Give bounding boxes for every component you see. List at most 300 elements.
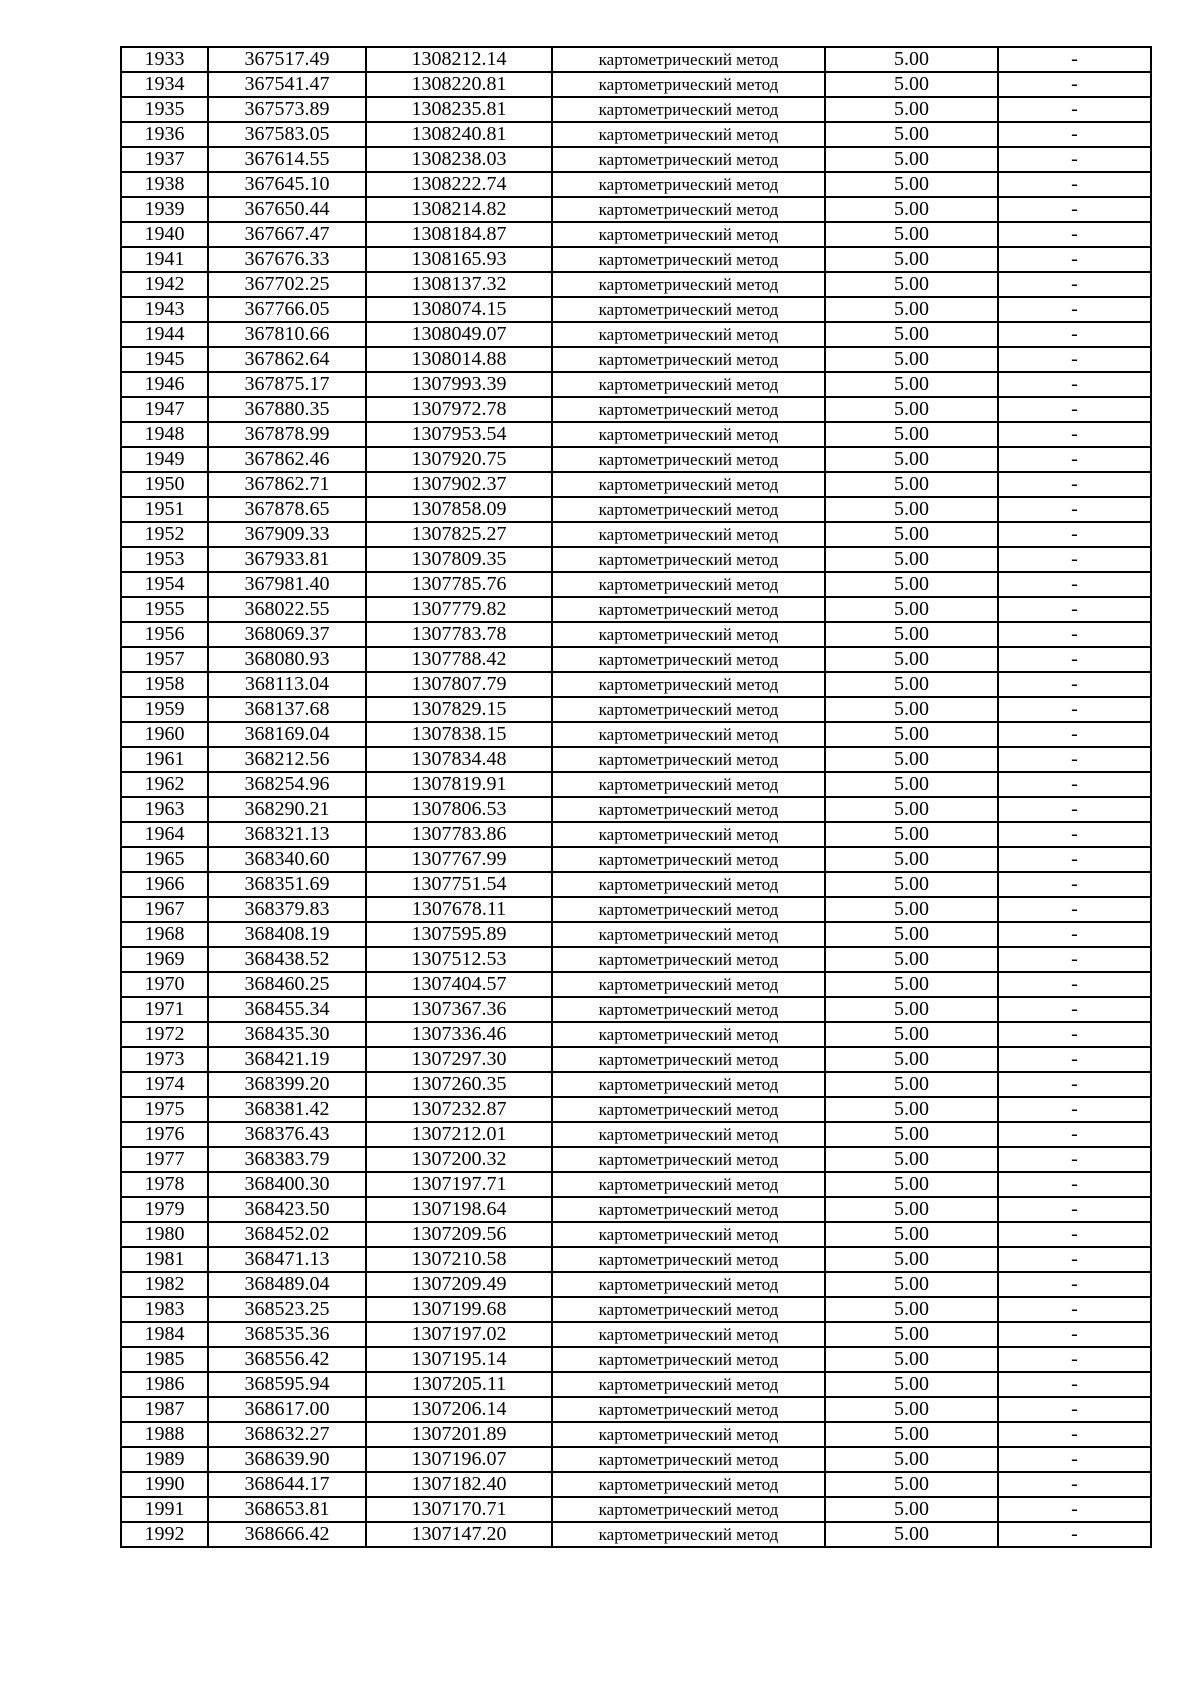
point-number-cell: 1949 bbox=[121, 447, 208, 472]
note-cell: - bbox=[998, 247, 1151, 272]
accuracy-cell: 5.00 bbox=[825, 622, 998, 647]
table-row bbox=[121, 1047, 1151, 1072]
x-coordinate-cell: 368653.81 bbox=[208, 1497, 366, 1522]
accuracy-cell: 5.00 bbox=[825, 1472, 998, 1497]
y-coordinate-cell: 1308212.14 bbox=[366, 47, 552, 72]
point-number-cell: 1978 bbox=[121, 1172, 208, 1197]
y-coordinate-cell: 1307788.42 bbox=[366, 647, 552, 672]
accuracy-cell: 5.00 bbox=[825, 247, 998, 272]
method-cell: картометрический метод bbox=[552, 372, 825, 397]
table-row bbox=[121, 447, 1151, 472]
accuracy-cell: 5.00 bbox=[825, 422, 998, 447]
note-cell: - bbox=[998, 1072, 1151, 1097]
table-row bbox=[121, 722, 1151, 747]
note-cell: - bbox=[998, 472, 1151, 497]
x-coordinate-cell: 368113.04 bbox=[208, 672, 366, 697]
y-coordinate-cell: 1307209.49 bbox=[366, 1272, 552, 1297]
note-cell: - bbox=[998, 1322, 1151, 1347]
note-cell: - bbox=[998, 422, 1151, 447]
table-row bbox=[121, 772, 1151, 797]
method-cell: картометрический метод bbox=[552, 272, 825, 297]
method-cell: картометрический метод bbox=[552, 797, 825, 822]
y-coordinate-cell: 1308235.81 bbox=[366, 97, 552, 122]
y-coordinate-cell: 1307297.30 bbox=[366, 1047, 552, 1072]
table-row bbox=[121, 1197, 1151, 1222]
point-number-cell: 1979 bbox=[121, 1197, 208, 1222]
y-coordinate-cell: 1307785.76 bbox=[366, 572, 552, 597]
method-cell: картометрический метод bbox=[552, 847, 825, 872]
method-cell: картометрический метод bbox=[552, 1472, 825, 1497]
note-cell: - bbox=[998, 572, 1151, 597]
note-cell: - bbox=[998, 997, 1151, 1022]
method-cell: картометрический метод bbox=[552, 1372, 825, 1397]
accuracy-cell: 5.00 bbox=[825, 72, 998, 97]
table-row bbox=[121, 572, 1151, 597]
accuracy-cell: 5.00 bbox=[825, 872, 998, 897]
x-coordinate-cell: 367878.99 bbox=[208, 422, 366, 447]
accuracy-cell: 5.00 bbox=[825, 372, 998, 397]
point-number-cell: 1941 bbox=[121, 247, 208, 272]
point-number-cell: 1991 bbox=[121, 1497, 208, 1522]
x-coordinate-cell: 368400.30 bbox=[208, 1172, 366, 1197]
method-cell: картометрический метод bbox=[552, 947, 825, 972]
point-number-cell: 1974 bbox=[121, 1072, 208, 1097]
note-cell: - bbox=[998, 897, 1151, 922]
method-cell: картометрический метод bbox=[552, 922, 825, 947]
y-coordinate-cell: 1307838.15 bbox=[366, 722, 552, 747]
point-number-cell: 1938 bbox=[121, 172, 208, 197]
point-number-cell: 1954 bbox=[121, 572, 208, 597]
note-cell: - bbox=[998, 1447, 1151, 1472]
table-row bbox=[121, 1447, 1151, 1472]
x-coordinate-cell: 368666.42 bbox=[208, 1522, 366, 1547]
note-cell: - bbox=[998, 47, 1151, 72]
x-coordinate-cell: 368471.13 bbox=[208, 1247, 366, 1272]
x-coordinate-cell: 368212.56 bbox=[208, 747, 366, 772]
table-row bbox=[121, 672, 1151, 697]
method-cell: картометрический метод bbox=[552, 647, 825, 672]
table-row bbox=[121, 547, 1151, 572]
table-row bbox=[121, 972, 1151, 997]
table-row bbox=[121, 1472, 1151, 1497]
note-cell: - bbox=[998, 1222, 1151, 1247]
table-row bbox=[121, 122, 1151, 147]
method-cell: картометрический метод bbox=[552, 1147, 825, 1172]
y-coordinate-cell: 1307953.54 bbox=[366, 422, 552, 447]
point-number-cell: 1942 bbox=[121, 272, 208, 297]
accuracy-cell: 5.00 bbox=[825, 822, 998, 847]
y-coordinate-cell: 1307819.91 bbox=[366, 772, 552, 797]
table-row bbox=[121, 622, 1151, 647]
note-cell: - bbox=[998, 922, 1151, 947]
point-number-cell: 1983 bbox=[121, 1297, 208, 1322]
x-coordinate-cell: 367645.10 bbox=[208, 172, 366, 197]
accuracy-cell: 5.00 bbox=[825, 747, 998, 772]
method-cell: картометрический метод bbox=[552, 622, 825, 647]
y-coordinate-cell: 1308049.07 bbox=[366, 322, 552, 347]
table-row bbox=[121, 422, 1151, 447]
note-cell: - bbox=[998, 197, 1151, 222]
point-number-cell: 1985 bbox=[121, 1347, 208, 1372]
point-number-cell: 1980 bbox=[121, 1222, 208, 1247]
note-cell: - bbox=[998, 522, 1151, 547]
note-cell: - bbox=[998, 322, 1151, 347]
table-row bbox=[121, 947, 1151, 972]
point-number-cell: 1959 bbox=[121, 697, 208, 722]
table-row bbox=[121, 397, 1151, 422]
accuracy-cell: 5.00 bbox=[825, 1497, 998, 1522]
point-number-cell: 1961 bbox=[121, 747, 208, 772]
method-cell: картометрический метод bbox=[552, 1197, 825, 1222]
note-cell: - bbox=[998, 1522, 1151, 1547]
accuracy-cell: 5.00 bbox=[825, 1522, 998, 1547]
accuracy-cell: 5.00 bbox=[825, 297, 998, 322]
method-cell: картометрический метод bbox=[552, 1122, 825, 1147]
accuracy-cell: 5.00 bbox=[825, 272, 998, 297]
x-coordinate-cell: 367862.64 bbox=[208, 347, 366, 372]
table-row bbox=[121, 822, 1151, 847]
point-number-cell: 1975 bbox=[121, 1097, 208, 1122]
point-number-cell: 1988 bbox=[121, 1422, 208, 1447]
table-row bbox=[121, 1247, 1151, 1272]
point-number-cell: 1940 bbox=[121, 222, 208, 247]
method-cell: картометрический метод bbox=[552, 747, 825, 772]
method-cell: картометрический метод bbox=[552, 522, 825, 547]
y-coordinate-cell: 1307182.40 bbox=[366, 1472, 552, 1497]
method-cell: картометрический метод bbox=[552, 547, 825, 572]
note-cell: - bbox=[998, 822, 1151, 847]
point-number-cell: 1977 bbox=[121, 1147, 208, 1172]
accuracy-cell: 5.00 bbox=[825, 172, 998, 197]
method-cell: картометрический метод bbox=[552, 247, 825, 272]
method-cell: картометрический метод bbox=[552, 497, 825, 522]
point-number-cell: 1966 bbox=[121, 872, 208, 897]
point-number-cell: 1990 bbox=[121, 1472, 208, 1497]
point-number-cell: 1976 bbox=[121, 1122, 208, 1147]
method-cell: картометрический метод bbox=[552, 147, 825, 172]
note-cell: - bbox=[998, 747, 1151, 772]
x-coordinate-cell: 368340.60 bbox=[208, 847, 366, 872]
x-coordinate-cell: 367614.55 bbox=[208, 147, 366, 172]
point-number-cell: 1965 bbox=[121, 847, 208, 872]
table-row bbox=[121, 1297, 1151, 1322]
note-cell: - bbox=[998, 447, 1151, 472]
x-coordinate-cell: 367583.05 bbox=[208, 122, 366, 147]
note-cell: - bbox=[998, 772, 1151, 797]
point-number-cell: 1972 bbox=[121, 1022, 208, 1047]
y-coordinate-cell: 1308220.81 bbox=[366, 72, 552, 97]
note-cell: - bbox=[998, 1297, 1151, 1322]
accuracy-cell: 5.00 bbox=[825, 522, 998, 547]
accuracy-cell: 5.00 bbox=[825, 322, 998, 347]
accuracy-cell: 5.00 bbox=[825, 672, 998, 697]
x-coordinate-cell: 368376.43 bbox=[208, 1122, 366, 1147]
point-number-cell: 1984 bbox=[121, 1322, 208, 1347]
y-coordinate-cell: 1307205.11 bbox=[366, 1372, 552, 1397]
note-cell: - bbox=[998, 1122, 1151, 1147]
point-number-cell: 1982 bbox=[121, 1272, 208, 1297]
table-row bbox=[121, 1147, 1151, 1172]
y-coordinate-cell: 1307993.39 bbox=[366, 372, 552, 397]
note-cell: - bbox=[998, 1372, 1151, 1397]
accuracy-cell: 5.00 bbox=[825, 897, 998, 922]
accuracy-cell: 5.00 bbox=[825, 972, 998, 997]
note-cell: - bbox=[998, 397, 1151, 422]
method-cell: картометрический метод bbox=[552, 1497, 825, 1522]
note-cell: - bbox=[998, 947, 1151, 972]
y-coordinate-cell: 1307858.09 bbox=[366, 497, 552, 522]
point-number-cell: 1981 bbox=[121, 1247, 208, 1272]
x-coordinate-cell: 367880.35 bbox=[208, 397, 366, 422]
accuracy-cell: 5.00 bbox=[825, 772, 998, 797]
x-coordinate-cell: 367875.17 bbox=[208, 372, 366, 397]
accuracy-cell: 5.00 bbox=[825, 147, 998, 172]
table-row bbox=[121, 72, 1151, 97]
x-coordinate-cell: 368399.20 bbox=[208, 1072, 366, 1097]
point-number-cell: 1945 bbox=[121, 347, 208, 372]
accuracy-cell: 5.00 bbox=[825, 397, 998, 422]
accuracy-cell: 5.00 bbox=[825, 1147, 998, 1172]
note-cell: - bbox=[998, 372, 1151, 397]
accuracy-cell: 5.00 bbox=[825, 1097, 998, 1122]
method-cell: картометрический метод bbox=[552, 1247, 825, 1272]
note-cell: - bbox=[998, 1047, 1151, 1072]
point-number-cell: 1943 bbox=[121, 297, 208, 322]
table-row bbox=[121, 1322, 1151, 1347]
point-number-cell: 1955 bbox=[121, 597, 208, 622]
x-coordinate-cell: 367667.47 bbox=[208, 222, 366, 247]
y-coordinate-cell: 1307751.54 bbox=[366, 872, 552, 897]
method-cell: картометрический метод bbox=[552, 1297, 825, 1322]
method-cell: картометрический метод bbox=[552, 772, 825, 797]
method-cell: картометрический метод bbox=[552, 1397, 825, 1422]
x-coordinate-cell: 368423.50 bbox=[208, 1197, 366, 1222]
y-coordinate-cell: 1307404.57 bbox=[366, 972, 552, 997]
accuracy-cell: 5.00 bbox=[825, 647, 998, 672]
note-cell: - bbox=[998, 622, 1151, 647]
method-cell: картометрический метод bbox=[552, 897, 825, 922]
point-number-cell: 1935 bbox=[121, 97, 208, 122]
x-coordinate-cell: 368523.25 bbox=[208, 1297, 366, 1322]
point-number-cell: 1962 bbox=[121, 772, 208, 797]
method-cell: картометрический метод bbox=[552, 72, 825, 97]
method-cell: картометрический метод bbox=[552, 872, 825, 897]
coordinates-table bbox=[120, 46, 1152, 1548]
point-number-cell: 1934 bbox=[121, 72, 208, 97]
x-coordinate-cell: 367909.33 bbox=[208, 522, 366, 547]
x-coordinate-cell: 368460.25 bbox=[208, 972, 366, 997]
point-number-cell: 1937 bbox=[121, 147, 208, 172]
y-coordinate-cell: 1308137.32 bbox=[366, 272, 552, 297]
method-cell: картометрический метод bbox=[552, 122, 825, 147]
accuracy-cell: 5.00 bbox=[825, 447, 998, 472]
note-cell: - bbox=[998, 647, 1151, 672]
method-cell: картометрический метод bbox=[552, 97, 825, 122]
table-row bbox=[121, 197, 1151, 222]
note-cell: - bbox=[998, 1197, 1151, 1222]
note-cell: - bbox=[998, 1347, 1151, 1372]
y-coordinate-cell: 1307920.75 bbox=[366, 447, 552, 472]
x-coordinate-cell: 367862.71 bbox=[208, 472, 366, 497]
method-cell: картометрический метод bbox=[552, 1322, 825, 1347]
x-coordinate-cell: 368137.68 bbox=[208, 697, 366, 722]
x-coordinate-cell: 368452.02 bbox=[208, 1222, 366, 1247]
accuracy-cell: 5.00 bbox=[825, 847, 998, 872]
table-row bbox=[121, 747, 1151, 772]
note-cell: - bbox=[998, 1397, 1151, 1422]
accuracy-cell: 5.00 bbox=[825, 347, 998, 372]
x-coordinate-cell: 368617.00 bbox=[208, 1397, 366, 1422]
accuracy-cell: 5.00 bbox=[825, 1072, 998, 1097]
y-coordinate-cell: 1307512.53 bbox=[366, 947, 552, 972]
method-cell: картометрический метод bbox=[552, 172, 825, 197]
table-row bbox=[121, 1272, 1151, 1297]
x-coordinate-cell: 368022.55 bbox=[208, 597, 366, 622]
point-number-cell: 1951 bbox=[121, 497, 208, 522]
table-row bbox=[121, 1522, 1151, 1547]
method-cell: картометрический метод bbox=[552, 672, 825, 697]
note-cell: - bbox=[998, 297, 1151, 322]
table-row bbox=[121, 497, 1151, 522]
accuracy-cell: 5.00 bbox=[825, 122, 998, 147]
point-number-cell: 1950 bbox=[121, 472, 208, 497]
method-cell: картометрический метод bbox=[552, 1072, 825, 1097]
x-coordinate-cell: 368080.93 bbox=[208, 647, 366, 672]
method-cell: картометрический метод bbox=[552, 1422, 825, 1447]
accuracy-cell: 5.00 bbox=[825, 1022, 998, 1047]
x-coordinate-cell: 367541.47 bbox=[208, 72, 366, 97]
y-coordinate-cell: 1307767.99 bbox=[366, 847, 552, 872]
accuracy-cell: 5.00 bbox=[825, 722, 998, 747]
table-row bbox=[121, 47, 1151, 72]
point-number-cell: 1936 bbox=[121, 122, 208, 147]
method-cell: картометрический метод bbox=[552, 297, 825, 322]
accuracy-cell: 5.00 bbox=[825, 572, 998, 597]
note-cell: - bbox=[998, 1472, 1151, 1497]
coordinates-table-body bbox=[121, 47, 1151, 1547]
accuracy-cell: 5.00 bbox=[825, 1172, 998, 1197]
x-coordinate-cell: 367766.05 bbox=[208, 297, 366, 322]
method-cell: картометрический метод bbox=[552, 472, 825, 497]
x-coordinate-cell: 368321.13 bbox=[208, 822, 366, 847]
y-coordinate-cell: 1307829.15 bbox=[366, 697, 552, 722]
point-number-cell: 1968 bbox=[121, 922, 208, 947]
x-coordinate-cell: 367981.40 bbox=[208, 572, 366, 597]
accuracy-cell: 5.00 bbox=[825, 697, 998, 722]
accuracy-cell: 5.00 bbox=[825, 497, 998, 522]
point-number-cell: 1953 bbox=[121, 547, 208, 572]
y-coordinate-cell: 1307212.01 bbox=[366, 1122, 552, 1147]
method-cell: картометрический метод bbox=[552, 447, 825, 472]
table-row bbox=[121, 372, 1151, 397]
method-cell: картометрический метод bbox=[552, 422, 825, 447]
x-coordinate-cell: 368556.42 bbox=[208, 1347, 366, 1372]
x-coordinate-cell: 368379.83 bbox=[208, 897, 366, 922]
table-row bbox=[121, 1122, 1151, 1147]
table-row bbox=[121, 322, 1151, 347]
table-row bbox=[121, 1097, 1151, 1122]
accuracy-cell: 5.00 bbox=[825, 1122, 998, 1147]
method-cell: картометрический метод bbox=[552, 1097, 825, 1122]
table-row bbox=[121, 1222, 1151, 1247]
y-coordinate-cell: 1307206.14 bbox=[366, 1397, 552, 1422]
accuracy-cell: 5.00 bbox=[825, 47, 998, 72]
y-coordinate-cell: 1308014.88 bbox=[366, 347, 552, 372]
note-cell: - bbox=[998, 722, 1151, 747]
x-coordinate-cell: 368489.04 bbox=[208, 1272, 366, 1297]
table-row bbox=[121, 297, 1151, 322]
y-coordinate-cell: 1308214.82 bbox=[366, 197, 552, 222]
x-coordinate-cell: 368595.94 bbox=[208, 1372, 366, 1397]
accuracy-cell: 5.00 bbox=[825, 1222, 998, 1247]
accuracy-cell: 5.00 bbox=[825, 1272, 998, 1297]
accuracy-cell: 5.00 bbox=[825, 1322, 998, 1347]
x-coordinate-cell: 367676.33 bbox=[208, 247, 366, 272]
method-cell: картометрический метод bbox=[552, 1272, 825, 1297]
table-row bbox=[121, 597, 1151, 622]
point-number-cell: 1992 bbox=[121, 1522, 208, 1547]
x-coordinate-cell: 368438.52 bbox=[208, 947, 366, 972]
accuracy-cell: 5.00 bbox=[825, 947, 998, 972]
note-cell: - bbox=[998, 972, 1151, 997]
table-row bbox=[121, 1072, 1151, 1097]
x-coordinate-cell: 368069.37 bbox=[208, 622, 366, 647]
x-coordinate-cell: 368383.79 bbox=[208, 1147, 366, 1172]
x-coordinate-cell: 367517.49 bbox=[208, 47, 366, 72]
x-coordinate-cell: 367702.25 bbox=[208, 272, 366, 297]
accuracy-cell: 5.00 bbox=[825, 1397, 998, 1422]
method-cell: картометрический метод bbox=[552, 347, 825, 372]
x-coordinate-cell: 368421.19 bbox=[208, 1047, 366, 1072]
y-coordinate-cell: 1307807.79 bbox=[366, 672, 552, 697]
x-coordinate-cell: 368632.27 bbox=[208, 1422, 366, 1447]
y-coordinate-cell: 1307595.89 bbox=[366, 922, 552, 947]
note-cell: - bbox=[998, 1097, 1151, 1122]
y-coordinate-cell: 1308074.15 bbox=[366, 297, 552, 322]
method-cell: картометрический метод bbox=[552, 322, 825, 347]
y-coordinate-cell: 1307260.35 bbox=[366, 1072, 552, 1097]
method-cell: картометрический метод bbox=[552, 997, 825, 1022]
method-cell: картометрический метод bbox=[552, 1347, 825, 1372]
x-coordinate-cell: 367573.89 bbox=[208, 97, 366, 122]
table-row bbox=[121, 97, 1151, 122]
accuracy-cell: 5.00 bbox=[825, 472, 998, 497]
note-cell: - bbox=[998, 797, 1151, 822]
table-row bbox=[121, 697, 1151, 722]
x-coordinate-cell: 368254.96 bbox=[208, 772, 366, 797]
table-row bbox=[121, 1422, 1151, 1447]
table-row bbox=[121, 897, 1151, 922]
table-row bbox=[121, 1397, 1151, 1422]
point-number-cell: 1948 bbox=[121, 422, 208, 447]
table-row bbox=[121, 797, 1151, 822]
note-cell: - bbox=[998, 872, 1151, 897]
point-number-cell: 1960 bbox=[121, 722, 208, 747]
accuracy-cell: 5.00 bbox=[825, 1372, 998, 1397]
x-coordinate-cell: 368435.30 bbox=[208, 1022, 366, 1047]
y-coordinate-cell: 1307195.14 bbox=[366, 1347, 552, 1372]
method-cell: картометрический метод bbox=[552, 397, 825, 422]
y-coordinate-cell: 1307806.53 bbox=[366, 797, 552, 822]
point-number-cell: 1970 bbox=[121, 972, 208, 997]
y-coordinate-cell: 1307200.32 bbox=[366, 1147, 552, 1172]
point-number-cell: 1933 bbox=[121, 47, 208, 72]
accuracy-cell: 5.00 bbox=[825, 1422, 998, 1447]
method-cell: картометрический метод bbox=[552, 1047, 825, 1072]
y-coordinate-cell: 1307147.20 bbox=[366, 1522, 552, 1547]
point-number-cell: 1957 bbox=[121, 647, 208, 672]
x-coordinate-cell: 368639.90 bbox=[208, 1447, 366, 1472]
